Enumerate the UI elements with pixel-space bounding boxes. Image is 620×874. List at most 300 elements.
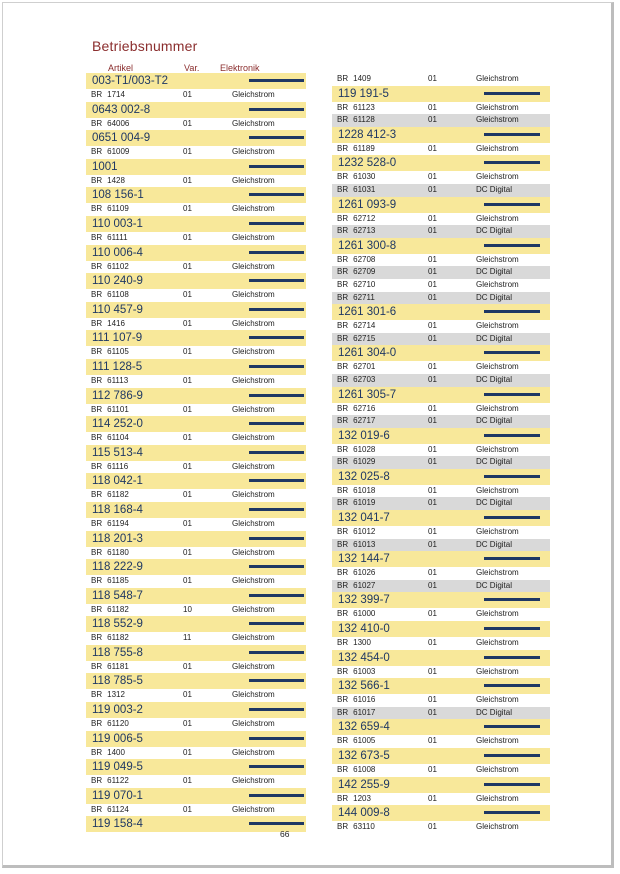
article-cell xyxy=(337,526,375,539)
article-row xyxy=(332,184,550,197)
underline-bar xyxy=(249,794,304,797)
loco-number-row: 118 168-4 xyxy=(86,502,306,518)
article-number: 1428 xyxy=(107,175,125,185)
article-prefix: BR xyxy=(91,633,103,643)
article-row xyxy=(332,821,550,834)
underline-bar xyxy=(249,765,304,768)
article-cell xyxy=(337,254,375,267)
article-number: 61000 xyxy=(353,609,376,619)
underline-bar xyxy=(484,244,540,247)
electronics-type: Gleichstrom xyxy=(232,461,275,471)
loco-number-row: 132 566-1 xyxy=(332,678,550,694)
article-cell xyxy=(337,539,375,552)
electronics-type: Gleichstrom xyxy=(232,633,275,643)
article-number: 61017 xyxy=(353,707,376,717)
article-prefix: BR xyxy=(91,804,103,814)
article-prefix: BR xyxy=(337,102,349,112)
article-cell xyxy=(337,279,375,292)
article-number: 64006 xyxy=(107,118,130,128)
variant-value: 01 xyxy=(183,490,192,500)
loco-number-row: 1001 xyxy=(86,159,306,175)
article-cell xyxy=(337,485,375,498)
article-prefix: BR xyxy=(91,518,103,528)
loco-number-row: 1261 304-0 xyxy=(332,345,550,361)
article-cell xyxy=(337,73,371,86)
electronics-type: Gleichstrom xyxy=(476,568,519,578)
loco-number-row: 118 042-1 xyxy=(86,473,306,489)
article-row xyxy=(86,747,306,760)
electronics-type: Gleichstrom xyxy=(476,444,519,454)
loco-number-row: 110 457-9 xyxy=(86,302,306,318)
article-number: 61105 xyxy=(107,347,129,357)
article-number: 61123 xyxy=(353,102,375,112)
electronics-type: Gleichstrom xyxy=(232,404,275,414)
article-number: 61018 xyxy=(353,485,376,495)
article-row xyxy=(86,89,306,102)
variant-value: 01 xyxy=(428,254,437,264)
loco-number-row: 1228 412-3 xyxy=(332,127,550,143)
article-cell xyxy=(337,415,375,428)
article-cell xyxy=(91,489,129,502)
variant-value: 01 xyxy=(183,147,192,157)
electronics-type: Gleichstrom xyxy=(232,318,275,328)
underline-bar xyxy=(249,508,304,511)
article-row xyxy=(332,456,550,469)
underline-bar xyxy=(484,598,540,601)
electronics-type: Gleichstrom xyxy=(476,822,519,832)
electronics-type: Gleichstrom xyxy=(476,321,519,331)
article-cell xyxy=(337,266,375,279)
article-row xyxy=(86,146,306,159)
article-prefix: BR xyxy=(91,290,103,300)
article-row xyxy=(332,374,550,387)
article-cell xyxy=(91,632,129,645)
variant-value: 01 xyxy=(428,74,437,83)
electronics-type: DC Digital xyxy=(476,580,513,590)
article-row xyxy=(332,793,550,806)
variant-value: 01 xyxy=(183,461,192,471)
variant-value: 01 xyxy=(183,804,192,814)
underline-bar xyxy=(484,203,540,206)
article-prefix: BR xyxy=(91,661,103,671)
variant-value: 01 xyxy=(183,318,192,328)
article-prefix: BR xyxy=(91,433,103,443)
article-prefix: BR xyxy=(337,444,349,454)
article-row xyxy=(332,114,550,127)
article-row xyxy=(86,804,306,817)
article-number: 62713 xyxy=(353,226,376,236)
article-number: 61116 xyxy=(107,461,129,471)
article-prefix: BR xyxy=(91,318,103,328)
electronics-type: Gleichstrom xyxy=(476,74,519,83)
underline-bar xyxy=(249,451,304,454)
electronics-type: Gleichstrom xyxy=(232,490,275,500)
variant-value: 01 xyxy=(183,690,192,700)
article-row xyxy=(332,580,550,593)
article-prefix: BR xyxy=(337,580,349,590)
article-row xyxy=(332,361,550,374)
article-prefix: BR xyxy=(91,404,103,414)
article-number: 61104 xyxy=(107,433,129,443)
variant-value: 10 xyxy=(183,604,192,614)
loco-number-row: 1261 301-6 xyxy=(332,304,550,320)
article-row xyxy=(332,608,550,621)
article-prefix: BR xyxy=(91,90,103,99)
variant-value: 01 xyxy=(428,362,437,372)
underline-bar xyxy=(249,708,304,711)
article-number: 61182 xyxy=(107,604,129,614)
electronics-type: Gleichstrom xyxy=(232,118,275,128)
article-prefix: BR xyxy=(91,776,103,786)
article-cell xyxy=(337,707,375,720)
electronics-type: DC Digital xyxy=(476,184,513,194)
loco-number-row: 0651 004-9 xyxy=(86,130,306,146)
loco-number-row: 119 158-4 xyxy=(86,816,306,832)
loco-number-row: 119 003-2 xyxy=(86,702,306,718)
article-number: 61124 xyxy=(107,804,129,814)
article-cell xyxy=(337,764,375,777)
article-number: 62708 xyxy=(353,254,376,264)
article-row xyxy=(332,666,550,679)
loco-number-row: 142 255-9 xyxy=(332,777,550,793)
electronics-type: DC Digital xyxy=(476,457,513,467)
loco-number-row: 118 201-3 xyxy=(86,531,306,547)
article-number: 61016 xyxy=(353,695,376,705)
article-cell xyxy=(337,114,375,127)
underline-bar xyxy=(484,516,540,519)
variant-value: 01 xyxy=(428,102,437,112)
underline-bar xyxy=(249,108,304,111)
article-number: 61128 xyxy=(353,115,375,125)
article-number: 62717 xyxy=(353,416,376,426)
loco-number-row: 115 513-4 xyxy=(86,445,306,461)
article-number: 1400 xyxy=(107,747,125,757)
page-title: Betriebsnummer xyxy=(92,38,198,54)
article-number: 1312 xyxy=(107,690,125,700)
electronics-type: Gleichstrom xyxy=(232,175,275,185)
underline-bar xyxy=(249,565,304,568)
electronics-type: Gleichstrom xyxy=(232,776,275,786)
article-prefix: BR xyxy=(337,374,349,384)
underline-bar xyxy=(484,133,540,136)
underline-bar xyxy=(249,79,304,82)
underline-bar xyxy=(249,679,304,682)
header-artikel: Artikel xyxy=(108,63,134,73)
article-cell xyxy=(337,292,375,305)
variant-value: 01 xyxy=(183,90,192,99)
electronics-type: DC Digital xyxy=(476,267,513,277)
underline-bar xyxy=(484,783,540,786)
loco-number-row: 119 006-5 xyxy=(86,731,306,747)
article-row xyxy=(332,567,550,580)
electronics-type: Gleichstrom xyxy=(232,433,275,443)
variant-value: 01 xyxy=(428,457,437,467)
loco-number-row: 110 240-9 xyxy=(86,273,306,289)
electronics-type: Gleichstrom xyxy=(232,747,275,757)
underline-bar xyxy=(249,222,304,225)
article-number: 61182 xyxy=(107,633,129,643)
article-number: 61122 xyxy=(107,776,129,786)
article-cell xyxy=(91,661,129,674)
underline-bar xyxy=(484,656,540,659)
article-row xyxy=(86,689,306,702)
electronics-type: Gleichstrom xyxy=(476,102,519,112)
article-cell xyxy=(337,184,375,197)
loco-number-row: 110 006-4 xyxy=(86,245,306,261)
variant-value: 01 xyxy=(183,204,192,214)
article-row xyxy=(86,461,306,474)
article-row xyxy=(332,171,550,184)
variant-value: 01 xyxy=(183,375,192,385)
article-row xyxy=(86,346,306,359)
article-cell xyxy=(91,547,129,560)
article-number: 61120 xyxy=(107,719,129,729)
electronics-type: Gleichstrom xyxy=(232,604,275,614)
electronics-type: Gleichstrom xyxy=(476,115,519,125)
variant-value: 01 xyxy=(183,261,192,271)
variant-value: 01 xyxy=(428,609,437,619)
article-prefix: BR xyxy=(91,118,103,128)
article-cell xyxy=(337,225,375,238)
article-number: 61026 xyxy=(353,568,376,578)
variant-value: 01 xyxy=(183,776,192,786)
article-cell xyxy=(91,747,125,760)
article-prefix: BR xyxy=(337,765,349,774)
article-number: 61101 xyxy=(107,404,129,414)
article-cell xyxy=(337,793,371,806)
electronics-type: Gleichstrom xyxy=(232,347,275,357)
article-number: 61029 xyxy=(353,457,376,467)
variant-value: 01 xyxy=(428,695,437,705)
underline-bar xyxy=(484,684,540,687)
article-row xyxy=(86,432,306,445)
article-number: 62711 xyxy=(353,292,375,302)
article-row xyxy=(86,318,306,331)
article-cell xyxy=(337,637,371,650)
article-cell xyxy=(91,289,129,302)
underline-bar xyxy=(249,594,304,597)
electronics-type: Gleichstrom xyxy=(232,804,275,814)
underline-bar xyxy=(484,161,540,164)
article-row xyxy=(332,266,550,279)
electronics-type: Gleichstrom xyxy=(476,765,519,774)
article-prefix: BR xyxy=(91,490,103,500)
electronics-type: Gleichstrom xyxy=(232,719,275,729)
underline-bar xyxy=(249,822,304,825)
article-cell xyxy=(91,346,129,359)
loco-number-row: 144 009-8 xyxy=(332,805,550,821)
article-number: 61028 xyxy=(353,444,376,454)
variant-value: 01 xyxy=(428,115,437,125)
article-row xyxy=(332,320,550,333)
article-cell xyxy=(337,608,375,621)
article-cell xyxy=(337,735,375,748)
underline-bar xyxy=(484,627,540,630)
article-row xyxy=(332,526,550,539)
loco-number-row: 118 548-7 xyxy=(86,588,306,604)
article-prefix: BR xyxy=(337,213,349,223)
article-prefix: BR xyxy=(91,147,103,157)
article-prefix: BR xyxy=(337,695,349,705)
underline-bar xyxy=(249,308,304,311)
article-prefix: BR xyxy=(91,204,103,214)
article-cell xyxy=(337,171,375,184)
loco-number-row: 132 659-4 xyxy=(332,719,550,735)
underline-bar xyxy=(484,393,540,396)
loco-number-row: 112 786-9 xyxy=(86,388,306,404)
variant-value: 01 xyxy=(183,404,192,414)
electronics-type: Gleichstrom xyxy=(232,375,275,385)
underline-bar xyxy=(249,422,304,425)
variant-value: 01 xyxy=(183,661,192,671)
article-row xyxy=(332,213,550,226)
article-number: 1416 xyxy=(107,318,125,328)
loco-number-row: 110 003-1 xyxy=(86,216,306,232)
article-prefix: BR xyxy=(337,666,349,676)
article-row xyxy=(86,404,306,417)
article-prefix: BR xyxy=(91,232,103,242)
article-prefix: BR xyxy=(337,403,349,413)
underline-bar xyxy=(484,557,540,560)
article-row xyxy=(86,261,306,274)
article-row xyxy=(332,539,550,552)
variant-value: 01 xyxy=(183,232,192,242)
right-column xyxy=(332,73,550,834)
article-prefix: BR xyxy=(337,362,349,372)
article-row xyxy=(332,415,550,428)
article-prefix: BR xyxy=(337,184,349,194)
article-cell xyxy=(337,320,375,333)
article-prefix: BR xyxy=(337,527,349,537)
electronics-type: Gleichstrom xyxy=(476,485,519,495)
underline-bar xyxy=(484,475,540,478)
page-number: 66 xyxy=(280,829,290,839)
article-number: 61109 xyxy=(107,204,129,214)
electronics-type: DC Digital xyxy=(476,416,513,426)
electronics-type: Gleichstrom xyxy=(476,213,519,223)
variant-value: 01 xyxy=(428,707,437,717)
variant-value: 01 xyxy=(428,267,437,277)
article-number: 61027 xyxy=(353,580,376,590)
electronics-type: Gleichstrom xyxy=(232,90,275,99)
variant-value: 01 xyxy=(428,444,437,454)
article-prefix: BR xyxy=(337,115,349,125)
variant-value: 01 xyxy=(428,143,437,153)
article-number: 1300 xyxy=(353,638,371,648)
variant-value: 01 xyxy=(428,539,437,549)
electronics-type: Gleichstrom xyxy=(232,147,275,157)
article-cell xyxy=(337,456,375,469)
loco-number-row: 132 673-5 xyxy=(332,748,550,764)
article-row xyxy=(86,289,306,302)
article-cell xyxy=(91,89,125,102)
article-prefix: BR xyxy=(337,822,349,832)
electronics-type: Gleichstrom xyxy=(232,547,275,557)
loco-number-row: 118 222-9 xyxy=(86,559,306,575)
variant-value: 01 xyxy=(183,576,192,586)
article-number: 63110 xyxy=(353,822,375,832)
loco-number-row: 132 025-8 xyxy=(332,469,550,485)
article-number: 61189 xyxy=(353,143,375,153)
article-cell xyxy=(91,804,129,817)
article-row xyxy=(332,707,550,720)
variant-value: 01 xyxy=(183,719,192,729)
electronics-type: Gleichstrom xyxy=(232,204,275,214)
article-prefix: BR xyxy=(91,690,103,700)
article-row xyxy=(86,718,306,731)
article-cell xyxy=(337,374,375,387)
article-row xyxy=(86,175,306,188)
variant-value: 01 xyxy=(183,547,192,557)
article-number: 1714 xyxy=(107,90,125,99)
electronics-type: Gleichstrom xyxy=(476,143,519,153)
article-prefix: BR xyxy=(91,261,103,271)
loco-number-row: 132 041-7 xyxy=(332,510,550,526)
loco-number-row: 1261 305-7 xyxy=(332,387,550,403)
underline-bar xyxy=(249,136,304,139)
variant-value: 01 xyxy=(428,765,437,774)
article-cell xyxy=(337,497,375,510)
article-row xyxy=(86,547,306,560)
electronics-type: Gleichstrom xyxy=(232,232,275,242)
underline-bar xyxy=(484,811,540,814)
article-row xyxy=(332,225,550,238)
article-prefix: BR xyxy=(337,736,349,746)
underline-bar xyxy=(249,622,304,625)
variant-value: 01 xyxy=(183,433,192,443)
loco-number-row: 118 755-8 xyxy=(86,645,306,661)
underline-bar xyxy=(484,725,540,728)
article-prefix: BR xyxy=(337,226,349,236)
article-number: 61009 xyxy=(107,147,130,157)
variant-value: 01 xyxy=(183,118,192,128)
electronics-type: Gleichstrom xyxy=(476,527,519,537)
electronics-type: DC Digital xyxy=(476,498,513,508)
electronics-type: Gleichstrom xyxy=(476,793,519,803)
article-row xyxy=(332,73,550,86)
article-number: 61182 xyxy=(107,490,129,500)
article-prefix: BR xyxy=(337,457,349,467)
article-prefix: BR xyxy=(91,547,103,557)
underline-bar xyxy=(484,92,540,95)
variant-value: 01 xyxy=(428,822,437,832)
article-number: 61008 xyxy=(353,765,376,774)
electronics-type: DC Digital xyxy=(476,374,513,384)
electronics-type: Gleichstrom xyxy=(232,576,275,586)
article-number: 61185 xyxy=(107,576,129,586)
article-cell xyxy=(91,518,129,531)
loco-number-row: 0643 002-8 xyxy=(86,102,306,118)
electronics-type: DC Digital xyxy=(476,539,513,549)
article-number: 61194 xyxy=(107,518,129,528)
article-prefix: BR xyxy=(337,333,349,343)
article-prefix: BR xyxy=(91,576,103,586)
variant-value: 11 xyxy=(183,633,192,643)
article-cell xyxy=(91,118,129,131)
article-prefix: BR xyxy=(337,292,349,302)
article-row xyxy=(86,632,306,645)
article-cell xyxy=(91,232,128,245)
loco-number-row: 114 252-0 xyxy=(86,416,306,432)
variant-value: 01 xyxy=(428,333,437,343)
article-number: 61013 xyxy=(353,539,376,549)
left-column xyxy=(86,73,306,832)
underline-bar xyxy=(484,434,540,437)
article-number: 61005 xyxy=(353,736,376,746)
article-prefix: BR xyxy=(337,539,349,549)
underline-bar xyxy=(249,251,304,254)
article-number: 61030 xyxy=(353,172,376,182)
